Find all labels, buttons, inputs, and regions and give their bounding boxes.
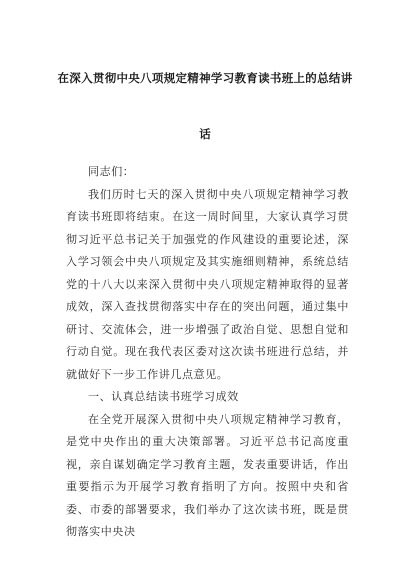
section-heading-1: 一、认真总结读书班学习成效	[88, 390, 239, 403]
document-title-continuation: 话	[199, 127, 211, 141]
paragraph-opening: 我们历时七天的深入贯彻中央八项规定精神学习教育读书班即将结束。在这一周时间里，大家认真学习贯彻习近平总书记关于加强党的作风建设的重要论述，深入学习领会中央八项规定及其实施细则精神，系统总结党的十八大以来深入贯彻中央八项规定精神取得的显著成效，深入查找贯彻落实中存在的突出问题，通过集中研讨、交流体会，进一步增强了政治自觉、思想自觉和行动自觉。现在我代表区委对这次读书班进行总结，并就做好下一步工作讲几点意见。	[66, 187, 349, 381]
document-body	[66, 161, 349, 544]
salutation: 同志们：	[88, 165, 135, 178]
document-title: 在深入贯彻中央八项规定精神学习教育读书班上的总结讲	[57, 71, 353, 85]
paragraph-section-1: 在全党开展深入贯彻中央八项规定精神学习教育，是党中央作出的重大决策部署。习近平总书记高度重视，亲自谋划确定学习教育主题，发表重要讲话，作出重要指示为开展学习教育指明了方向。按照中央和省委、市委的部署要求，我们举办了这次读书班，既是贯彻落实中央决	[66, 412, 349, 538]
